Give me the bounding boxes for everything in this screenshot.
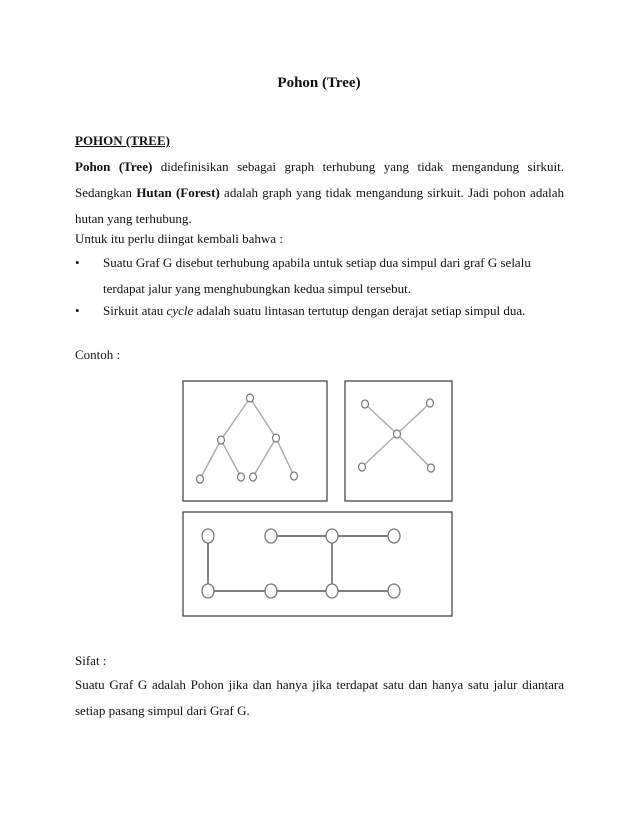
bullet-text: Suatu Graf G disebut terhubung apabila untuk setiap dua simpul dari graf G selalu terdapat jalur yang menghubungkan kedua simpul tersebut. (103, 255, 531, 296)
sifat-label: Sifat : (75, 653, 107, 668)
bullet-icon: • (75, 255, 80, 270)
term-forest: Hutan (Forest) (136, 185, 220, 200)
contoh-label: Contoh : (75, 347, 121, 362)
path-graph-example (183, 512, 452, 616)
star-graph-example (345, 381, 452, 501)
recall-intro: Untuk itu perlu diingat kembali bahwa : (75, 231, 283, 246)
bullet-text-after: adalah suatu lintasan tertutup dengan derajat setiap simpul dua. (193, 303, 526, 318)
definition-text-2: adalah graph yang tidak mengandung sirkuit. Jadi pohon adalah hutan yang terhubung. (75, 185, 564, 226)
bullet-text-before: Sirkuit atau (103, 303, 167, 318)
definition-text-1: didefinisikan sebagai graph terhubung yang tidak mengandung sirkuit. Sedangkan (75, 159, 564, 200)
sifat-paragraph: Suatu Graf G adalah Pohon jika dan hanya jika terdapat satu dan hanya satu jalur diantara setiap pasang simpul dari Graf G. (75, 677, 564, 718)
tree-graph-example (183, 381, 327, 501)
term-tree: Pohon (Tree) (75, 159, 153, 174)
section-heading: POHON (TREE) (75, 133, 170, 148)
cycle-term: cycle (166, 303, 194, 318)
bullet-icon: • (75, 303, 80, 318)
page-title: Pohon (Tree) (277, 75, 361, 91)
